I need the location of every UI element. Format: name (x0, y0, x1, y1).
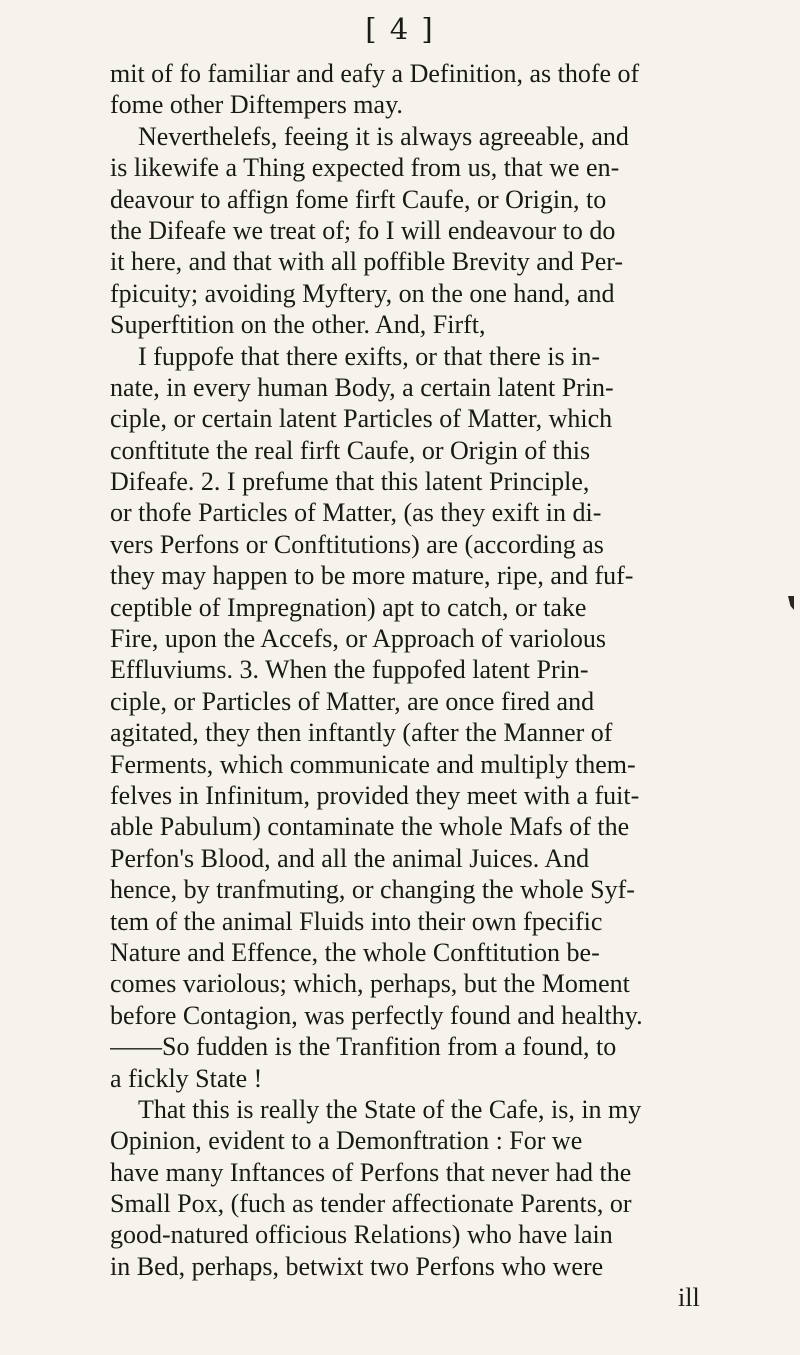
page-number: [ 4 ] (365, 12, 435, 46)
text-line: Difeafe. 2. I prefume that this latent Principle, (110, 467, 590, 497)
text-line: comes variolous; which, perhaps, but the Moment (110, 969, 630, 999)
text-line: Effluviums. 3. When the fuppofed latent Prin- (110, 655, 589, 685)
text-line: I fuppofe that there exifts, or that there is in- (138, 341, 601, 371)
text-line: the Difeafe we treat of; fo I will endeavour to do (110, 215, 616, 245)
text-line: conftitute the real firft Caufe, or Origin of this (110, 435, 591, 465)
text-line: in Bed, perhaps, betwixt two Perfons who were (110, 1251, 604, 1281)
text-line: hence, by tranfmuting, or changing the whole Syf- (110, 875, 635, 905)
text-line: Small Pox, (fuch as tender affectionate Parents, or (110, 1189, 632, 1219)
text-line: able Pabulum) contaminate the whole Mafs of the (110, 812, 630, 842)
body-text (110, 58, 790, 1314)
text-line: felves in Infinitum, provided they meet with a fuit- (110, 780, 640, 810)
text-line: ill (678, 1283, 700, 1313)
text-line: it here, and that with all poffible Brevity and Per- (110, 247, 624, 277)
text-line: deavour to affign fome firft Caufe, or Origin, to (110, 184, 607, 214)
text-line: before Contagion, was perfectly found and healthy. (110, 1000, 643, 1030)
text-line: Perfon's Blood, and all the animal Juices. And (110, 843, 590, 873)
text-line: ciple, or certain latent Particles of Matter, which (110, 404, 613, 434)
text-line: Superftition on the other. And, Firft, (110, 310, 486, 340)
text-line: a fickly State ! (110, 1063, 263, 1093)
text-line: vers Perfons or Conftitutions) are (according as (110, 529, 604, 559)
text-line: mit of fo familiar and eafy a Definition, as thofe of (110, 59, 640, 88)
text-line: ceptible of Impregnation) apt to catch, or take (110, 592, 587, 622)
text-line: tem of the animal Fluids into their own fpecific (110, 906, 603, 936)
text-line: ciple, or Particles of Matter, are once fired and (110, 686, 595, 716)
text-line: good-natured officious Relations) who have lain (110, 1220, 613, 1250)
text-line: fpicuity; avoiding Myftery, on the one hand, and (110, 278, 615, 308)
text-line: or thofe Particles of Matter, (as they exift in di- (110, 498, 602, 528)
text-line: Opinion, evident to a Demonftration : For we (110, 1126, 583, 1156)
text-line: Neverthelefs, feeing it is always agreeable, and (138, 121, 629, 151)
text-line: they may happen to be more mature, ripe, and fuf- (110, 561, 634, 591)
text-line: ——So fudden is the Tranfition from a found, to (110, 1032, 617, 1062)
text-line: is likewife a Thing expected from us, that we en- (110, 153, 620, 183)
text-line: That this is really the State of the Cafe, is, in my (138, 1094, 642, 1124)
text-line: agitated, they then inftantly (after the Manner of (110, 718, 613, 748)
text-line: fome other Diftempers may. (110, 90, 403, 120)
text-line: Nature and Effence, the whole Conftitution be- (110, 937, 600, 967)
text-line: Fire, upon the Accefs, or Approach of variolous (110, 624, 607, 654)
text-line: nate, in every human Body, a certain latent Prin- (110, 372, 614, 402)
text-line: Ferments, which communicate and multiply them- (110, 749, 636, 779)
text-line: have many Inftances of Perfons that never had the (110, 1157, 632, 1187)
